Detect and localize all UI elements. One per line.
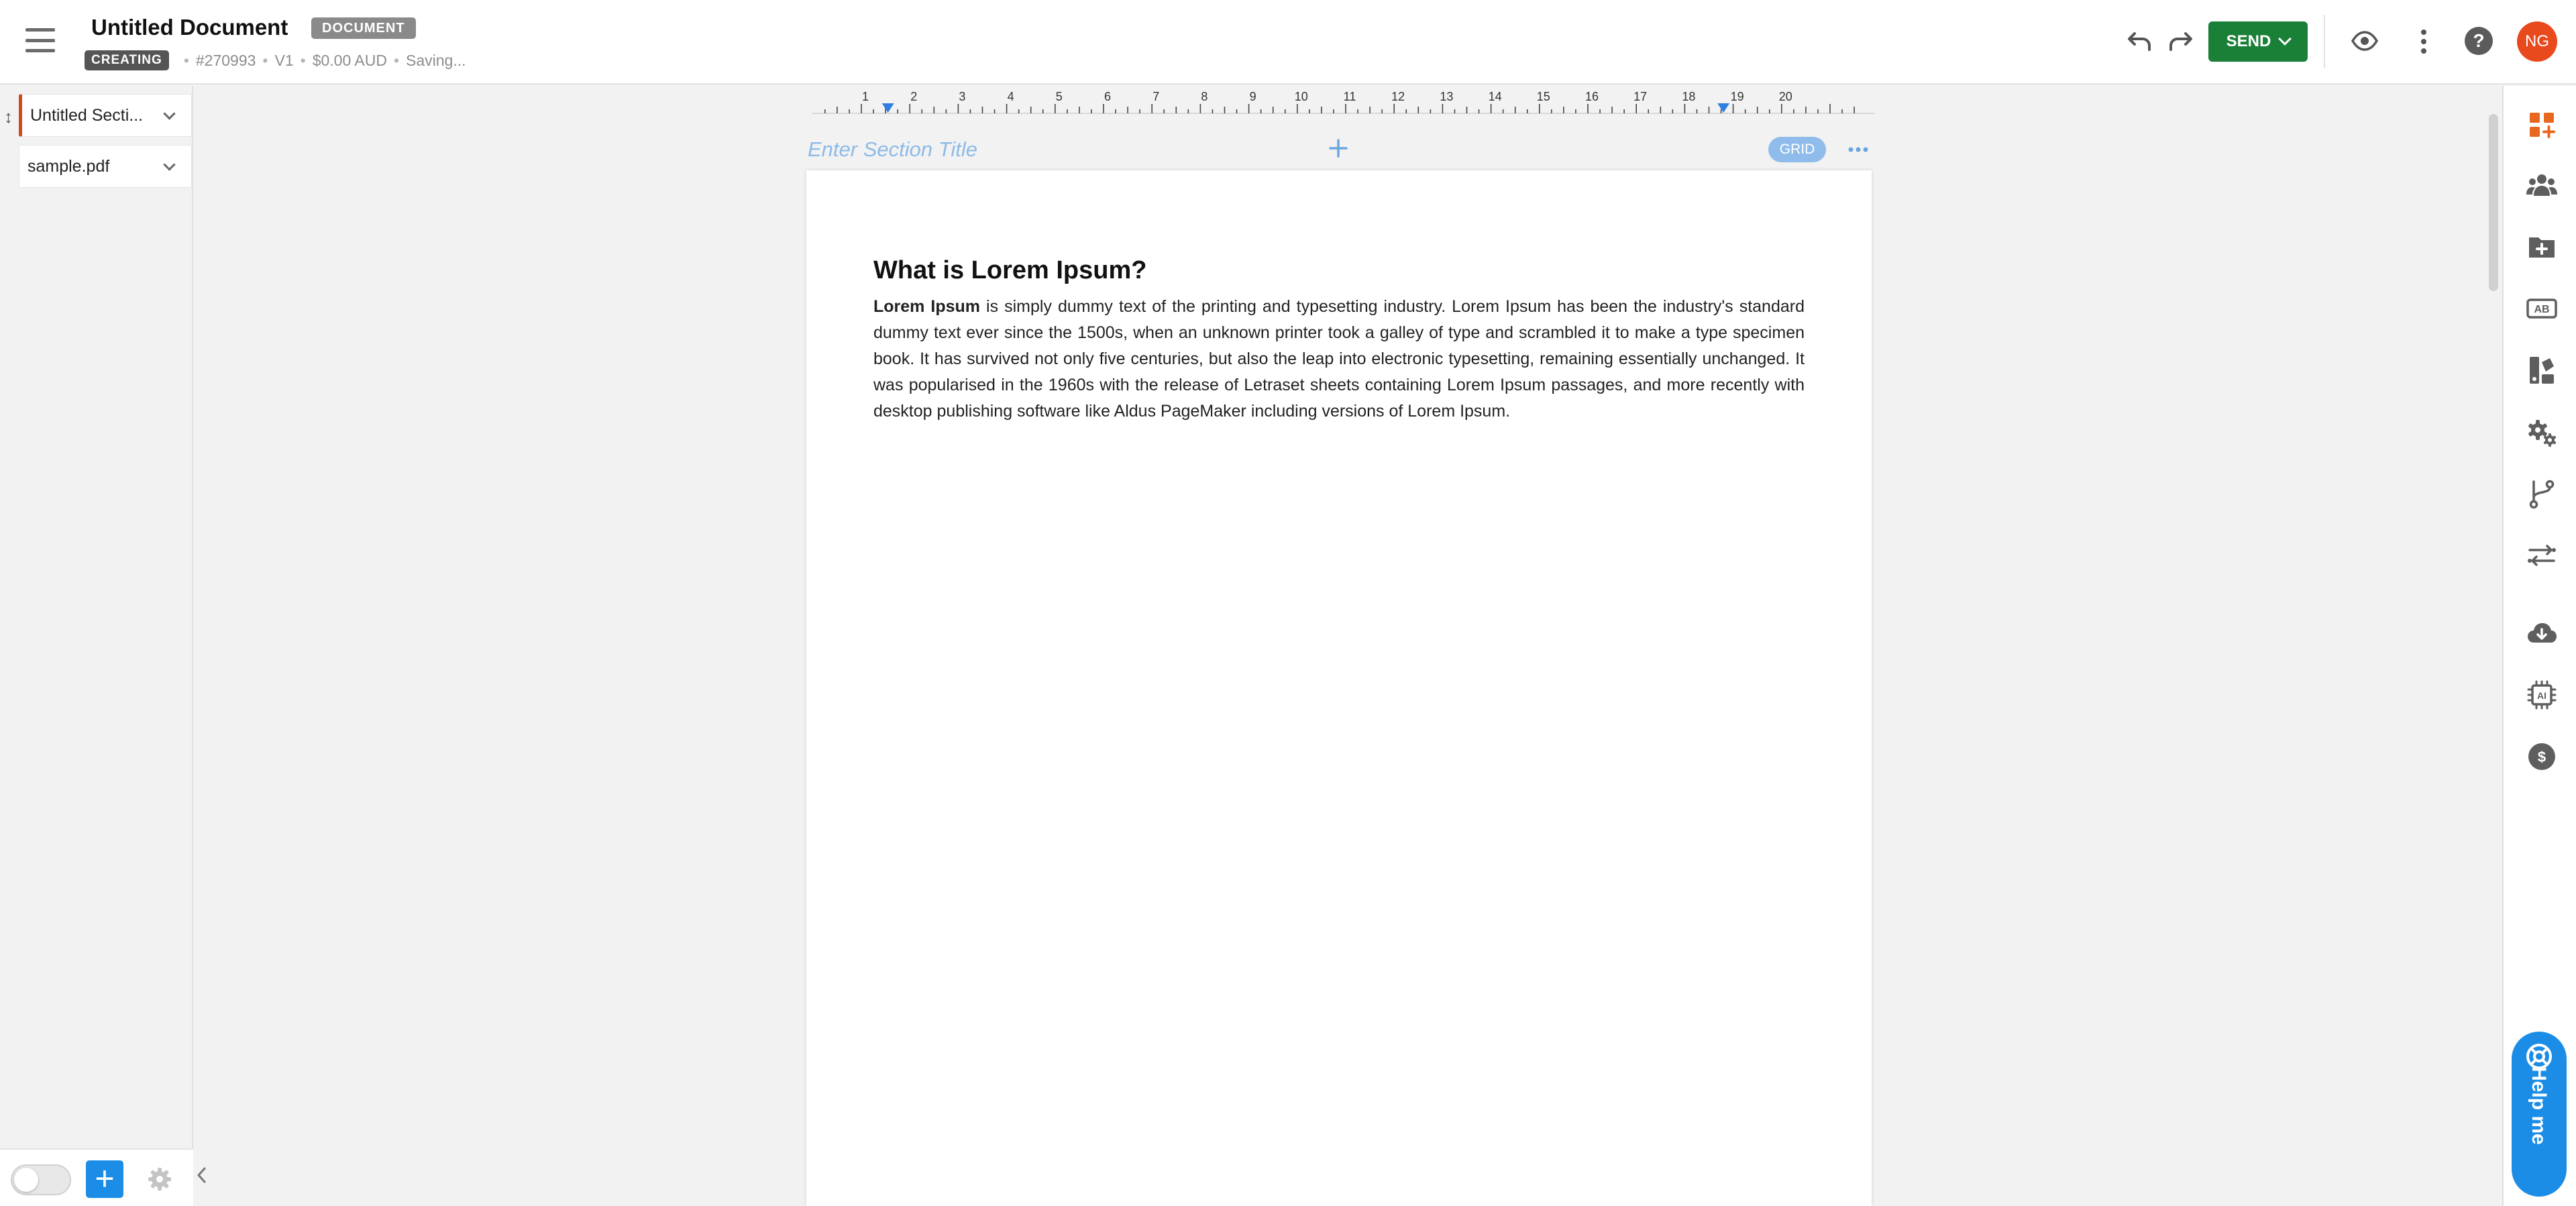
design-icon[interactable]: [2526, 354, 2558, 386]
section-title-input[interactable]: [808, 134, 1210, 165]
save-status: Saving...: [406, 51, 466, 69]
scrollbar-thumb[interactable]: [2489, 114, 2498, 291]
sidebar-section-item[interactable]: [19, 94, 192, 137]
document-title[interactable]: Untitled Document: [91, 15, 288, 40]
help-me-button[interactable]: [2512, 1032, 2567, 1197]
undo-icon[interactable]: [2125, 28, 2155, 55]
svg-text:AI: AI: [2537, 690, 2546, 701]
workflow-icon[interactable]: [2526, 478, 2558, 510]
sidebar-section-item[interactable]: [19, 145, 192, 188]
section-label: Untitled Secti...: [30, 105, 144, 125]
ruler-label: 9: [1249, 90, 1256, 103]
status-badge: CREATING: [85, 50, 169, 70]
svg-text:AB: AB: [2534, 304, 2550, 315]
ruler-label: 7: [1152, 90, 1160, 103]
ai-chip-icon[interactable]: [2526, 679, 2558, 711]
top-header: [0, 0, 2576, 85]
help-icon[interactable]: ?: [2465, 27, 2493, 55]
ruler-label: 1: [861, 90, 869, 103]
gear-icon[interactable]: [146, 1166, 173, 1193]
bold-lead-text: Lorem Ipsum: [873, 297, 981, 316]
meta-separator: •: [262, 51, 268, 69]
ruler-label: 13: [1440, 90, 1454, 103]
ruler-label: 11: [1343, 90, 1356, 103]
section-label: sample.pdf: [28, 156, 110, 176]
ruler-label: 15: [1536, 90, 1550, 103]
add-document-icon[interactable]: [2526, 231, 2558, 263]
help-me-label: Help me: [2528, 1066, 2550, 1145]
more-horizontal-icon[interactable]: [1846, 138, 1870, 161]
recipients-icon[interactable]: [2526, 169, 2558, 201]
ruler: [812, 89, 1874, 115]
header-divider: [2324, 15, 2325, 68]
document-meta: [85, 50, 466, 71]
document-version: V1: [274, 51, 294, 69]
svg-text:$: $: [2537, 749, 2546, 765]
vertical-scrollbar[interactable]: [2489, 114, 2498, 1206]
collapse-sidebar-icon[interactable]: [195, 1163, 209, 1187]
chevron-down-icon[interactable]: [163, 107, 175, 119]
ruler-label: 3: [959, 90, 966, 103]
integrations-icon[interactable]: [2526, 539, 2558, 571]
pricing-icon[interactable]: [2526, 741, 2558, 773]
meta-separator: •: [300, 51, 306, 69]
left-margin-marker[interactable]: [882, 103, 894, 113]
menu-icon[interactable]: [25, 28, 55, 52]
toggle-knob: [14, 1168, 38, 1192]
add-blocks-icon[interactable]: [2526, 109, 2558, 141]
sidebar-footer: [0, 1148, 193, 1206]
ruler-label: 12: [1391, 90, 1405, 103]
ruler-label: 6: [1104, 90, 1112, 103]
chevron-down-icon[interactable]: [163, 158, 175, 170]
ruler-label: 19: [1730, 90, 1744, 103]
ruler-label: 10: [1294, 90, 1308, 103]
document-type-badge: DOCUMENT: [311, 17, 416, 39]
user-avatar[interactable]: NG: [2517, 21, 2557, 62]
grid-toggle[interactable]: GRID: [1768, 137, 1826, 162]
ruler-label: 8: [1201, 90, 1208, 103]
ruler-label: 4: [1007, 90, 1014, 103]
preview-eye-icon[interactable]: [2351, 27, 2379, 55]
ruler-label: 18: [1682, 90, 1696, 103]
text-field-icon[interactable]: [2526, 292, 2558, 325]
send-button[interactable]: [2208, 21, 2308, 62]
document-heading[interactable]: What is Lorem Ipsum?: [873, 256, 1147, 284]
redo-icon[interactable]: [2165, 28, 2195, 55]
meta-separator: •: [183, 51, 189, 69]
ruler-label: 16: [1585, 90, 1599, 103]
ruler-label: 17: [1633, 90, 1648, 103]
ruler-label: 2: [910, 90, 918, 103]
plus-icon[interactable]: [1327, 137, 1350, 160]
sections-sidebar: [0, 86, 193, 1206]
document-id: #270993: [195, 51, 256, 69]
ruler-label: 20: [1778, 90, 1792, 103]
document-paragraph[interactable]: [873, 294, 1805, 425]
settings-icon[interactable]: [2526, 416, 2558, 448]
send-button-label: SEND: [2226, 32, 2271, 50]
paragraph-text: is simply dummy text of the printing and typesetting industry. Lorem Ipsum has been the industry's standard dummy text ever since the 1500s, when an unknown printer took a galley of type and scrambled it to make a type specimen book. It has survived not only five centuries, but also the leap into electronic typesetting, remaining essentially unchanged. It was popularised in the 1960s with the release of Letraset sheets containing Lorem Ipsum passages, and more recently with desktop publishing software like Aldus PageMaker including versions of Lorem Ipsum.: [873, 297, 1805, 421]
ruler-label: 14: [1488, 90, 1502, 103]
more-options-icon[interactable]: [2414, 27, 2434, 56]
meta-separator: •: [393, 51, 399, 69]
sidebar-toggle[interactable]: [11, 1164, 71, 1195]
right-margin-marker[interactable]: [1717, 103, 1729, 113]
document-page[interactable]: [806, 170, 1872, 1206]
add-section-button[interactable]: +: [86, 1160, 123, 1198]
document-amount: $0.00 AUD: [312, 51, 387, 69]
drag-handle-icon[interactable]: ↕: [4, 107, 13, 127]
chevron-down-icon: [2278, 32, 2292, 46]
ruler-label: 5: [1055, 90, 1063, 103]
cloud-download-icon[interactable]: [2526, 617, 2558, 649]
